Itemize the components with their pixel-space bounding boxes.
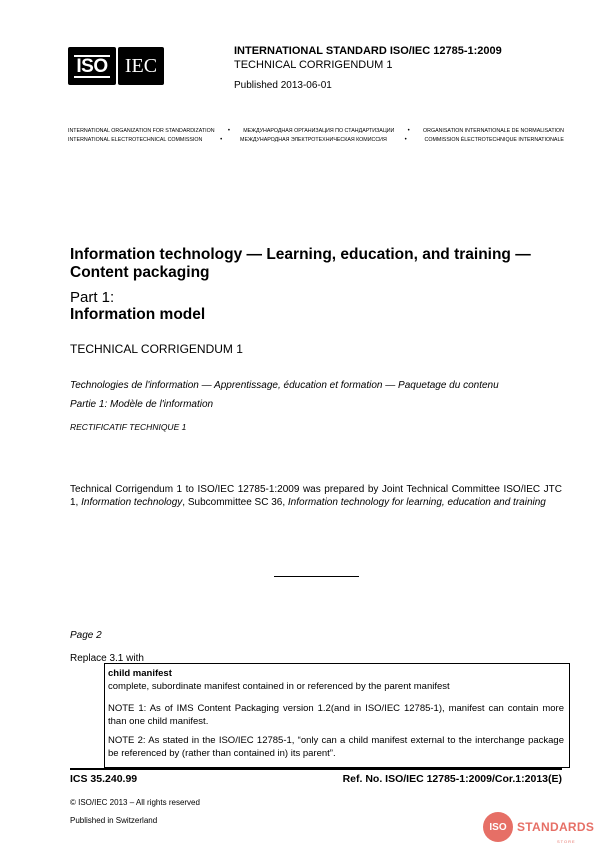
- body-paragraph: Technical Corrigendum 1 to ISO/IEC 12785-1:2009 was prepared by Joint Technical Committee ISO/IEC JTC 1, Information technology, Subcommittee SC 36, Information technology for learning, education and training: [70, 484, 562, 508]
- footer-rule: [70, 768, 562, 770]
- part-title: Information model: [70, 306, 206, 323]
- corrigendum-label: TECHNICAL CORRIGENDUM 1: [234, 59, 393, 71]
- organizations-line-2: INTERNATIONAL ELECTROTECHNICAL COMMISSION • МЕЖДУНАРОДНАЯ ЭЛЕКТРОТЕХНИЧЕСКАЯ КОМИССИЯ • COMMISSION ÉLECTROTECHNIQUE INTERNATIONALE: [68, 137, 564, 143]
- french-rectificatif: RECTIFICATIF TECHNIQUE 1: [70, 422, 187, 432]
- ics-code: ICS 35.240.99: [70, 773, 138, 785]
- copyright-notice: © ISO/IEC 2013 – All rights reserved: [70, 798, 200, 807]
- replacement-text-box: [104, 663, 570, 768]
- term-name: child manifest: [108, 668, 172, 679]
- french-title: Technologies de l'information — Apprentissage, éducation et formation — Paquetage du contenu: [70, 380, 499, 391]
- iso-iec-logo: [68, 47, 164, 85]
- note-2: NOTE 2: As stated in the ISO/IEC 12785-1, “only can a child manifest external to the interchange package be referenced by (rather than contained in) its parent”.: [108, 735, 564, 759]
- corrigendum-heading: TECHNICAL CORRIGENDUM 1: [70, 342, 243, 356]
- iso-badge-icon: ISO: [483, 812, 513, 842]
- org-iec-en: INTERNATIONAL ELECTROTECHNICAL COMMISSION: [68, 137, 203, 143]
- published-location: Published in Switzerland: [70, 816, 158, 825]
- divider-line: [274, 576, 359, 577]
- page-reference: Page 2: [70, 630, 102, 641]
- org-iso-ru: МЕЖДУНАРОДНАЯ ОРГАНИЗАЦИЯ ПО СТАНДАРТИЗАЦИИ: [243, 128, 395, 134]
- organizations-line-1: INTERNATIONAL ORGANIZATION FOR STANDARDIZATION • МЕЖДУНАРОДНАЯ ОРГАНИЗАЦИЯ ПО СТАНДАРТИЗАЦИИ • ORGANISATION INTERNATIONALE DE NORMALISATION: [68, 128, 564, 134]
- iso-logo: ISO: [68, 47, 116, 85]
- org-iec-fr: COMMISSION ÉLECTROTECHNIQUE INTERNATIONALE: [424, 137, 564, 143]
- org-iso-en: INTERNATIONAL ORGANIZATION FOR STANDARDIZATION: [68, 128, 215, 134]
- standards-store-watermark: ISO STANDARDS STORE: [483, 812, 594, 842]
- term-definition: complete, subordinate manifest contained in or referenced by the parent manifest: [108, 681, 450, 692]
- standard-title: INTERNATIONAL STANDARD ISO/IEC 12785-1:2009: [234, 45, 502, 57]
- document-title: Information technology — Learning, education, and training — Content packaging: [70, 246, 531, 281]
- org-iso-fr: ORGANISATION INTERNATIONALE DE NORMALISATION: [423, 128, 564, 134]
- iec-logo: IEC: [118, 47, 164, 85]
- published-date: Published 2013-06-01: [234, 80, 332, 91]
- part-number: Part 1:: [70, 289, 115, 306]
- reference-number: Ref. No. ISO/IEC 12785-1:2009/Cor.1:2013(E): [342, 773, 562, 785]
- note-1: NOTE 1: As of IMS Content Packaging version 1.2(and in ISO/IEC 12785-1), manifest can contain more than one child manifest.: [108, 703, 564, 727]
- french-part-title: Partie 1: Modèle de l'information: [70, 399, 214, 410]
- org-iec-ru: МЕЖДУНАРОДНАЯ ЭЛЕКТРОТЕХНИЧЕСКАЯ КОМИССИЯ: [240, 137, 387, 143]
- replace-instruction: Replace 3.1 with: [70, 653, 144, 664]
